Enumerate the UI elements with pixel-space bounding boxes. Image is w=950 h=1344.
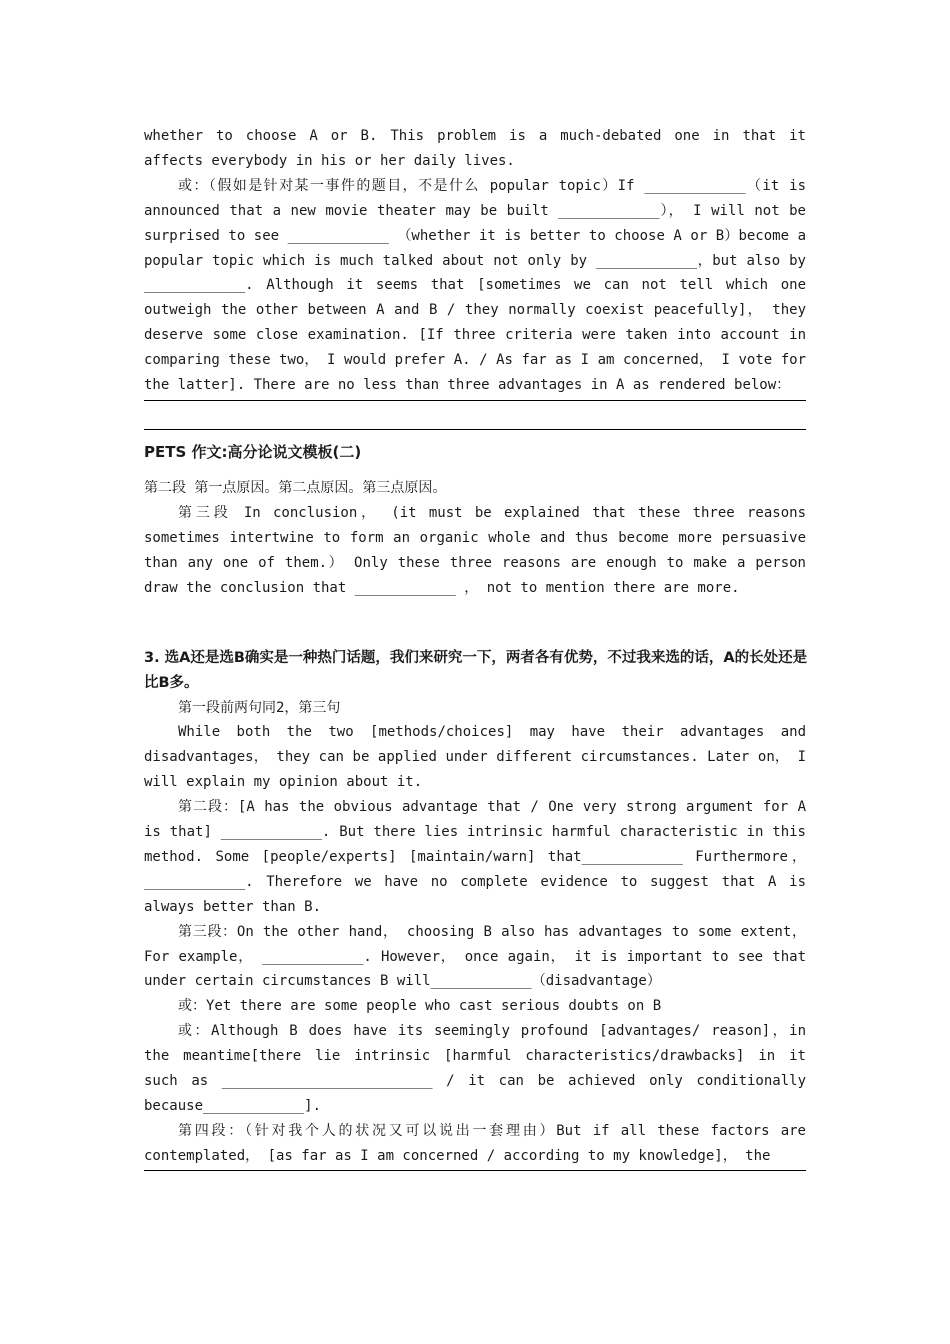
paragraph-second-section: 第二段 第一点原因。第二点原因。第三点原因。 [144, 479, 447, 496]
paragraph-fourth-part: 第四段：（针对我个人的状况又可以说出一套理由）But if all these factors are contemplated， [as far as I am concerned / according to my knowledge]， the [144, 1122, 806, 1164]
page-title: PETS 作文:高分论说文模板(二) [144, 442, 362, 461]
paragraph-while-both: While both the two [methods/choices] may have their advantages and disadvantages， they can be applied under different circumstances. Later on， I will explain my opinion about it. [144, 724, 806, 791]
document-page [144, 124, 806, 1171]
paragraph-or-although: 或：Although B does have its seemingly profound [advantages/ reason]，in the meantime[there lie intrinsic [harmful characteristics/drawbacks] in it such as _________________________ / it can be achieved only conditionally because____________]. [144, 1023, 806, 1114]
paragraph-alternative-intro: 或：（假如是针对某一事件的题目，不是什么 popular topic）If ____________（it is announced that a new movie theater may be built ____________）， I will not be surprised to see ____________ （whether it is better to choose A or B）become a popular topic which is much talked about not only by ____________，but also by ____________. Although it seems that [sometimes we can not tell which one outweigh the other between A and B / they normally coexist peacefully]， they deserve some close examination. [If three criteria were taken into account in comparing these two， I would prefer A. / As far as I am concerned， I vote for the latter]. There are no less than three advantages in A as rendered below： [144, 177, 806, 394]
section-heading-3: 3. 选A还是选B确实是一种热门话题，我们来研究一下，两者各有优势，不过我来选的话，A的长处还是比B多。 [144, 649, 808, 691]
paragraph-conclusion: 第三段 In conclusion， (it must be explained that these three reasons sometimes intertwine to form an organic whole and thus become more persuasive than any one of them.） Only these three reasons are enough to make a person draw the conclusion that ____________ ， not to mention there are more. [144, 504, 806, 596]
paragraph-third-part: 第三段：On the other hand， choosing B also has advantages to some extent，For example， ____________. However， once again， it is important to see that under certain circumstances B will____________（disadvantage） [144, 923, 806, 990]
paragraph-intro-end: whether to choose A or B. This problem is a much-debated one in that it affects everybody in his or her daily lives. [144, 128, 806, 169]
paragraph-or-yet: 或：Yet there are some people who cast serious doubts on B [178, 998, 662, 1015]
divider-footer [144, 1170, 806, 1171]
paragraph-second-part: 第二段：[A has the obvious advantage that / One very strong argument for A is that] ____________. But there lies intrinsic harmful characteristic in this method. Some [people/experts] [maintain/warn] that____________ Furthermore，____________. Therefore we have no complete evidence to suggest that A is always better than B. [144, 799, 806, 915]
divider-top [144, 400, 806, 401]
divider-bottom [144, 429, 806, 430]
paragraph-first-note: 第一段前两句同2，第三句 [178, 699, 341, 716]
